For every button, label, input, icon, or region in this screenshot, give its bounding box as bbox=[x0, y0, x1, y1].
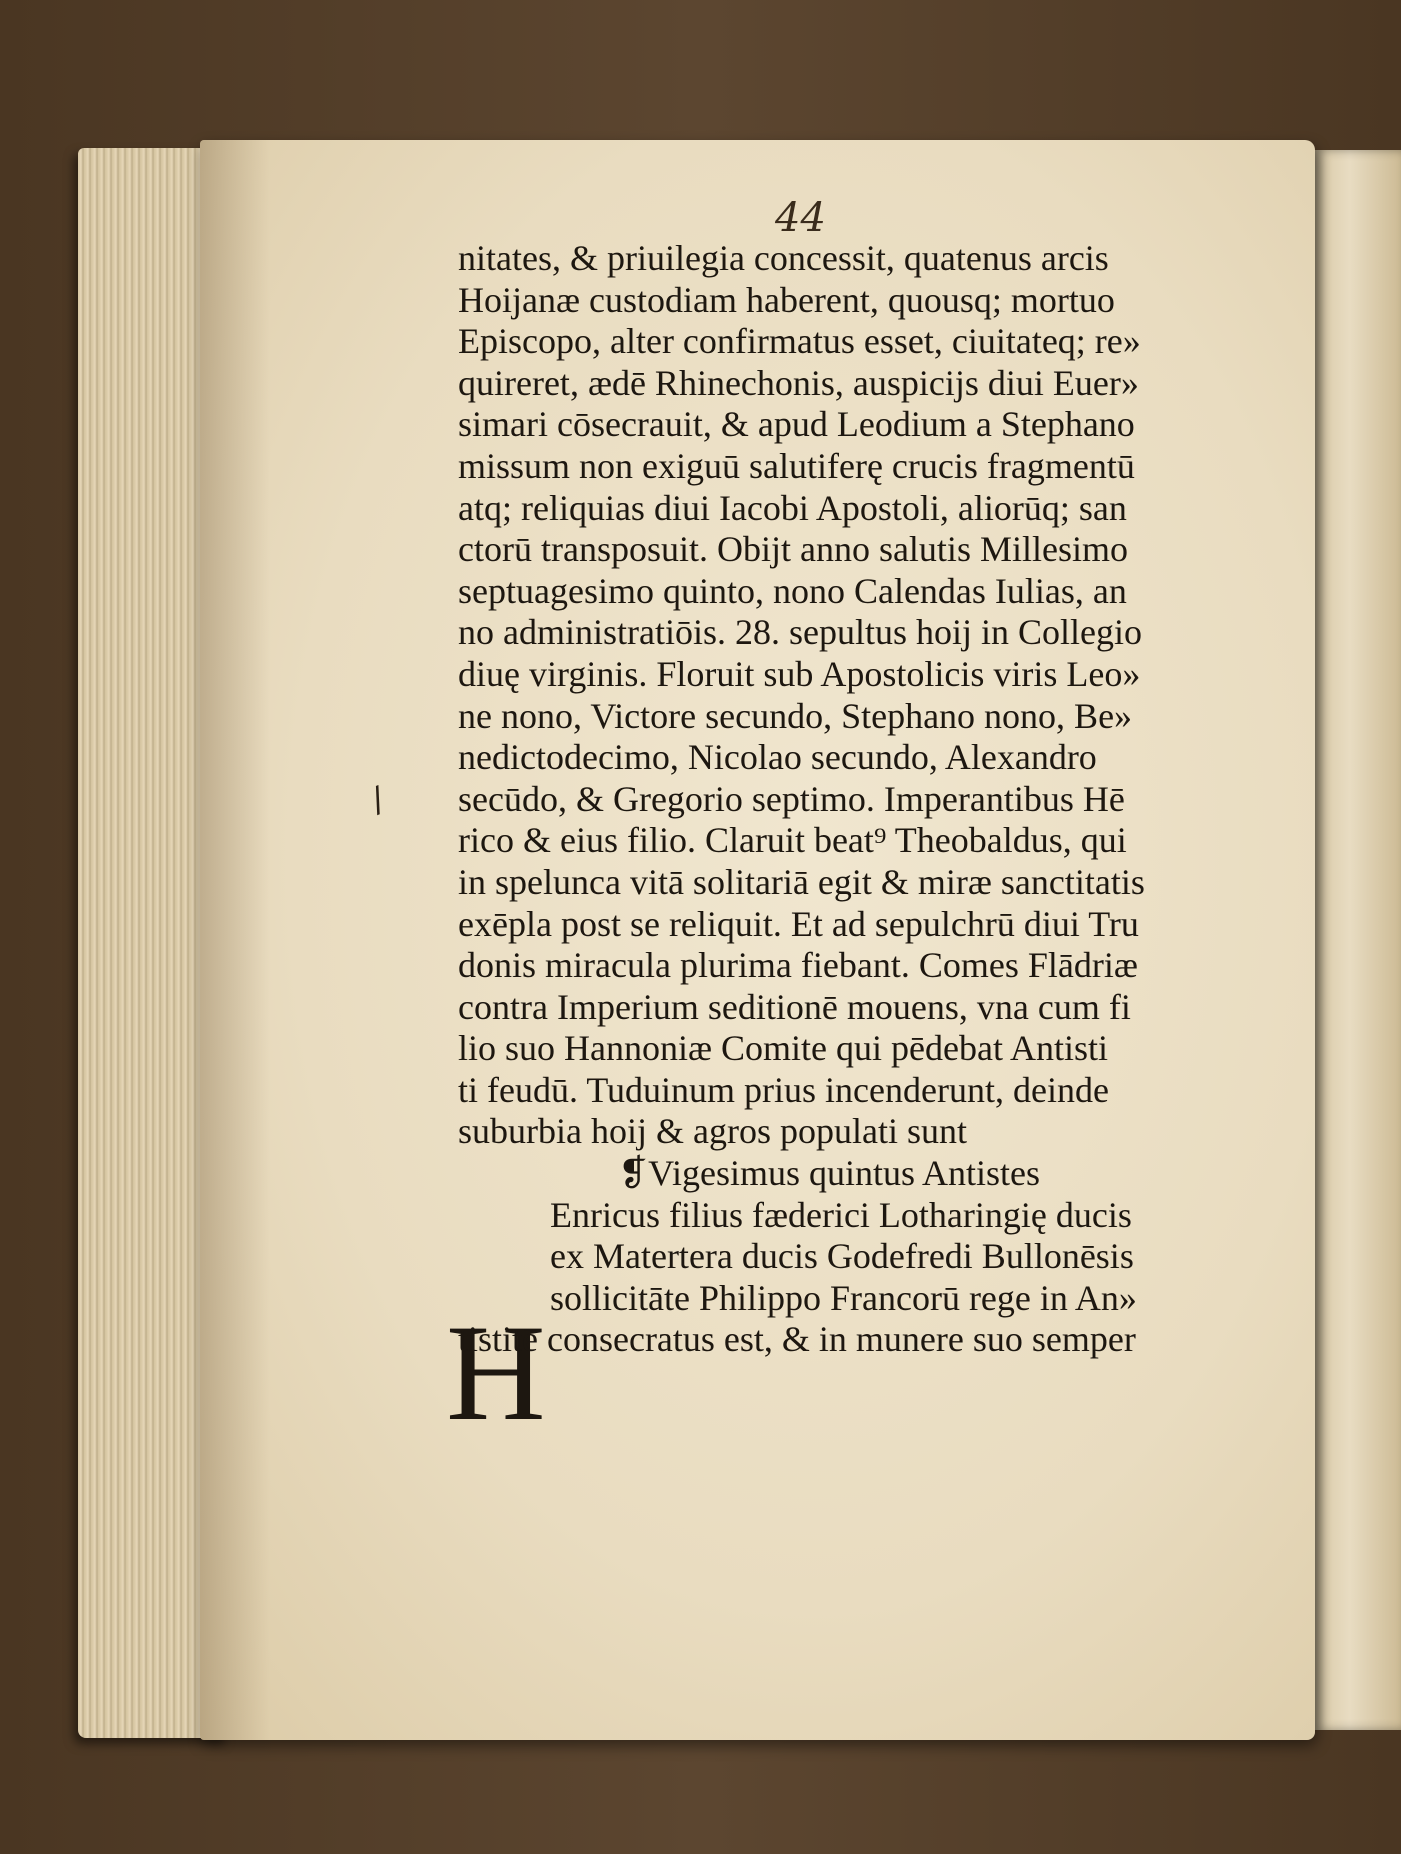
text-line: missum non exiguū salutiferę crucis fragmentū bbox=[458, 445, 1135, 486]
text-line: secūdo, & Gregorio septimo. Imperantibus Hē bbox=[458, 778, 1125, 819]
text-line: atq; reliquias diui Iacobi Apostoli, aliorūq; san bbox=[458, 487, 1127, 528]
text-line: exēpla post se reliquit. Et ad sepulchrū diui Tru bbox=[458, 903, 1139, 944]
text-line: septuagesimo quinto, nono Calendas Iulias, an bbox=[458, 570, 1127, 611]
text-line: Hoijanæ custodiam haberent, quousq; mortuo bbox=[458, 279, 1115, 320]
text-line: simari cōsecrauit, & apud Leodium a Stephano bbox=[458, 404, 1135, 445]
section-heading: ❡Vigesimus quintus Antistes bbox=[618, 1153, 1041, 1194]
body-text bbox=[458, 238, 1268, 1361]
text-line: ex Matertera ducis Godefredi Bullonēsis bbox=[550, 1236, 1134, 1277]
text-line: Enricus filius fæderici Lotharingię ducis bbox=[550, 1194, 1132, 1235]
marginal-mark: / bbox=[365, 779, 390, 821]
text-line: donis miracula plurima fiebant. Comes Flādriæ bbox=[458, 945, 1138, 986]
page-number: 44 bbox=[775, 195, 826, 241]
text-line: in spelunca vitā solitariā egit & miræ sanctitatis bbox=[458, 861, 1145, 902]
text-line: rico & eius filio. Claruit beat⁹ Theobaldus, qui bbox=[458, 820, 1127, 861]
drop-cap: H bbox=[446, 1296, 546, 1449]
text-line: nitates, & priuilegia concessit, quatenus arcis bbox=[458, 238, 1109, 278]
text-line: lio suo Hannoniæ Comite qui pēdebat Antisti bbox=[458, 1028, 1108, 1069]
text-line: ne nono, Victore secundo, Stephano nono, Be» bbox=[458, 695, 1133, 736]
text-line: Episcopo, alter confirmatus esset, ciuitateq; re» bbox=[458, 321, 1141, 362]
text-line: no administratiōis. 28. sepultus hoij in Collegio bbox=[458, 612, 1142, 653]
facing-page-edge bbox=[1315, 150, 1401, 1730]
text-line: ti feudū. Tuduinum prius incenderunt, deinde bbox=[458, 1069, 1109, 1110]
text-line: sollicitāte Philippo Francorū rege in An» bbox=[550, 1277, 1137, 1318]
text-line: quireret, ædē Rhinechonis, auspicijs diui Euer» bbox=[458, 362, 1139, 403]
gutter-shade bbox=[200, 140, 270, 1740]
text-line: contra Imperium seditionē mouens, vna cum fi bbox=[458, 986, 1131, 1027]
text-line: suburbia hoij & agros populati sunt bbox=[458, 1111, 967, 1152]
text-line: ctorū transposuit. Obijt anno salutis Millesimo bbox=[458, 529, 1128, 570]
book-page bbox=[200, 140, 1315, 1740]
text-line: nedictodecimo, Nicolao secundo, Alexandro bbox=[458, 737, 1097, 778]
text-line: diuę virginis. Floruit sub Apostolicis viris Leo» bbox=[458, 653, 1141, 694]
text-line: tistitē consecratus est, & in munere suo semper bbox=[458, 1319, 1136, 1360]
